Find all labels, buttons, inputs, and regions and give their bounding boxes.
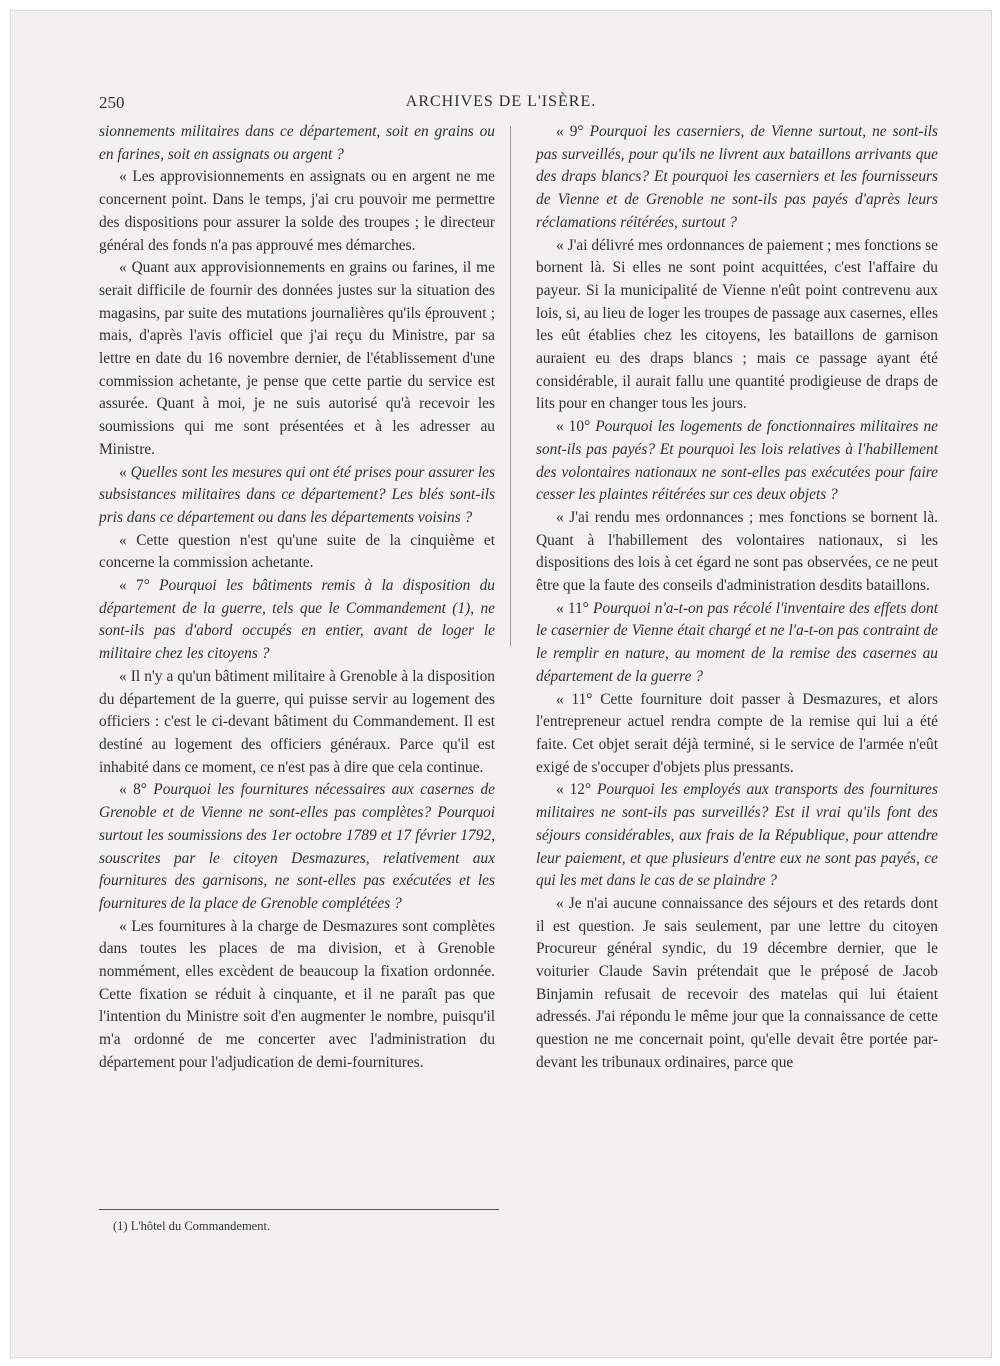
paragraph-text: Pourquoi les employés aux transports des fournitures militaires ne sont-ils pas surveillés? Est il vrai qu'ils font des séjours considérables, aux frais de la République, pour attendre leur paiement, et que plusieurs d'entre eux ne sont pas payés, ce qui les met dans le cas de se plaindre ? (536, 781, 938, 890)
paragraph-text: Pourquoi les bâtiments remis à la disposition du département de la guerre, tels que le Commandement (1), ne sont-ils pas d'abord occupés en entier, avant de loger le militaire chez les citoyens ? (99, 577, 495, 663)
paragraph-text: Pourquoi les fournitures nécessaires aux casernes de Grenoble et de Vienne ne sont-elles pas complètes? Pourquoi surtout les soumissions des 1er octobre 1789 et 17 février 1792, souscrites par le citoyen Desmazures, relativement aux fournitures des garnisons, ne sont-elles pas exécutées et les fournitures de la place de Grenoble complétées ? (99, 781, 495, 912)
paragraph-text: Pourquoi les caserniers, de Vienne surtout, ne sont-ils pas surveillés, pour qu'ils ne livrent aux bataillons arrivants que des draps blancs? Et pourquoi les caserniers et les fournisseurs de Vienne et de Grenoble ne sont-ils pas payés d'après leurs réclamations réitérées, surtout ? (536, 123, 938, 231)
answer-paragraph (536, 507, 938, 598)
question-number: « 11° (556, 599, 594, 617)
page-number: 250 (99, 93, 125, 112)
answer-paragraph (536, 689, 938, 780)
question-number: « 12° (556, 781, 597, 799)
question-paragraph (536, 416, 938, 507)
question-number: « (119, 463, 131, 481)
paragraph-text: « 11° Cette fourniture doit passer à Desmazures, et alors l'entrepreneur actuel rendra compte de la remise qui lui a été faite. Cet objet serait déjà terminé, si le service de l'armée n'eût exigé de s'occuper d'objets plus pressants. (536, 690, 938, 776)
paragraph-text: « Il n'y a qu'un bâtiment militaire à Grenoble à la disposition du département de la guerre, qui puisse servir au logement des officiers : c'est le ci-devant bâtiment du Commandement. Il est destiné au logement des officiers généraux. Parce qu'il est inhabité dans ce moment, ce n'est pas à dire que cela continue. (99, 667, 495, 776)
question-paragraph (99, 462, 495, 530)
answer-paragraph (99, 257, 495, 461)
question-paragraph (536, 779, 938, 893)
answer-paragraph (536, 893, 938, 1075)
question-paragraph (99, 121, 495, 166)
answer-paragraph (99, 916, 495, 1075)
footnote: (1) L'hôtel du Commandement. (113, 1219, 271, 1233)
answer-paragraph (99, 166, 495, 257)
right-column (536, 121, 938, 1075)
column-divider (510, 126, 511, 646)
answer-paragraph (99, 666, 495, 780)
left-column (99, 121, 495, 1075)
paragraph-text: Pourquoi n'a-t-on pas récolé l'inventaire des effets dont le casernier de Vienne était chargé et ne l'a-t-on pas contraint de le remplir en nature, au moment de la remise des casernes au département de la guerre ? (536, 599, 938, 685)
running-title: ARCHIVES DE L'ISÈRE. (405, 93, 597, 110)
paragraph-text: « Je n'ai aucune connaissance des séjours et des retards dont il est question. Je sais seulement, par une lettre du citoyen Procureur général syndic, du 19 décembre dernier, que le voiturier Claude Savin prétendait que le préposé de Jacob Binjamin refusait de recevoir des matelas qui lui étaient adressés. J'ai répondu le même jour que la connaissance de cette question ne me concernait point, qu'elle devait être portée par-devant les tribunaux ordinaires, parce que (536, 894, 938, 1071)
paragraph-text: « J'ai délivré mes ordonnances de paiement ; mes fonctions se bornent là. Si elles ne sont point acquittées, c'est l'affaire du payeur. Si la municipalité de Vienne n'eût point contrevenu aux lois, si, au lieu de loger les troupes de passage aux casernes, elles les eût établies chez les citoyens, les bataillons de garnison auraient eu des draps blancs ; mais ce passage ayant été considérable, il aurait fallu une quantité prodigieuse de draps de lits pour en changer tous les jours. (536, 236, 938, 413)
paragraph-text: « Cette question n'est qu'une suite de la cinquième et concerne la commission achetante. (99, 531, 495, 572)
question-number: « 7° (119, 577, 160, 595)
paragraph-text: « Les approvisionnements en assignats ou en argent ne me concernent point. Dans le temps, j'ai cru pouvoir me permettre des dispositions pour assurer la solde des troupes ; le directeur général des fonds n'a pas approuvé mes démarches. (99, 168, 495, 254)
paragraph-text: « Quant aux approvisionnements en grains ou farines, il me serait difficile de fournir des données justes sur la situation des magasins, par suite des mutations journalières qu'ils éprouvent ; mais, d'après l'avis officiel que j'ai reçu du Ministre, par sa lettre en date du 16 novembre dernier, de l'établissement d'une commission achetante, je pense que cette partie du service est assurée. Quant à moi, je ne suis autorisé qu'à recevoir les soumissions qui me sont présentées et à les adresser au Ministre. (99, 259, 495, 458)
answer-paragraph (99, 530, 495, 575)
answer-paragraph (536, 235, 938, 417)
paragraph-text: « Les fournitures à la charge de Desmazures sont complètes dans toutes les places de ma division, et à Grenoble nommément, elles excèdent de beaucoup la fixation ordonnée. Cette fixation se réduit à cinquante, et il ne paraît pas que l'intention du Ministre soit d'en augmenter le nombre, puisqu'il m'a ordonné de me concerter avec l'administration du département pour l'adjudication de demi-fournitures. (99, 917, 495, 1071)
question-number: « 9° (556, 123, 590, 140)
question-paragraph (536, 598, 938, 689)
question-number: « 10° (556, 418, 596, 436)
paragraph-text: Quelles sont les mesures qui ont été prises pour assurer les subsistances militaires dans ce département? Les blés sont-ils pris dans ce département ou dans les départements voisins ? (99, 463, 495, 526)
question-number: « 8° (119, 781, 154, 799)
paragraph-text: « J'ai rendu mes ordonnances ; mes fonctions se bornent là. Quant à l'habillement des volontaires nationaux, si les dispositions des lois à cet égard ne sont pas observées, ce ne peut être que la faute des conseils d'administration desdits bataillons. (536, 508, 938, 595)
footnote-rule (99, 1209, 499, 1210)
page-sheet (10, 10, 992, 1358)
paragraph-text: sionnements militaires dans ce département, soit en grains ou en farines, soit en assignats ou argent ? (99, 123, 495, 163)
question-paragraph (99, 779, 495, 915)
paragraph-text: Pourquoi les logements de fonctionnaires militaires ne sont-ils pas payés? Et pourquoi les lois relatives à l'habillement des volontaires nationaux ne sont-elles pas exécutées pour faire cesser les plaintes réitérées sur ces deux objets ? (536, 418, 938, 504)
question-paragraph (536, 121, 938, 235)
question-paragraph (99, 575, 495, 666)
